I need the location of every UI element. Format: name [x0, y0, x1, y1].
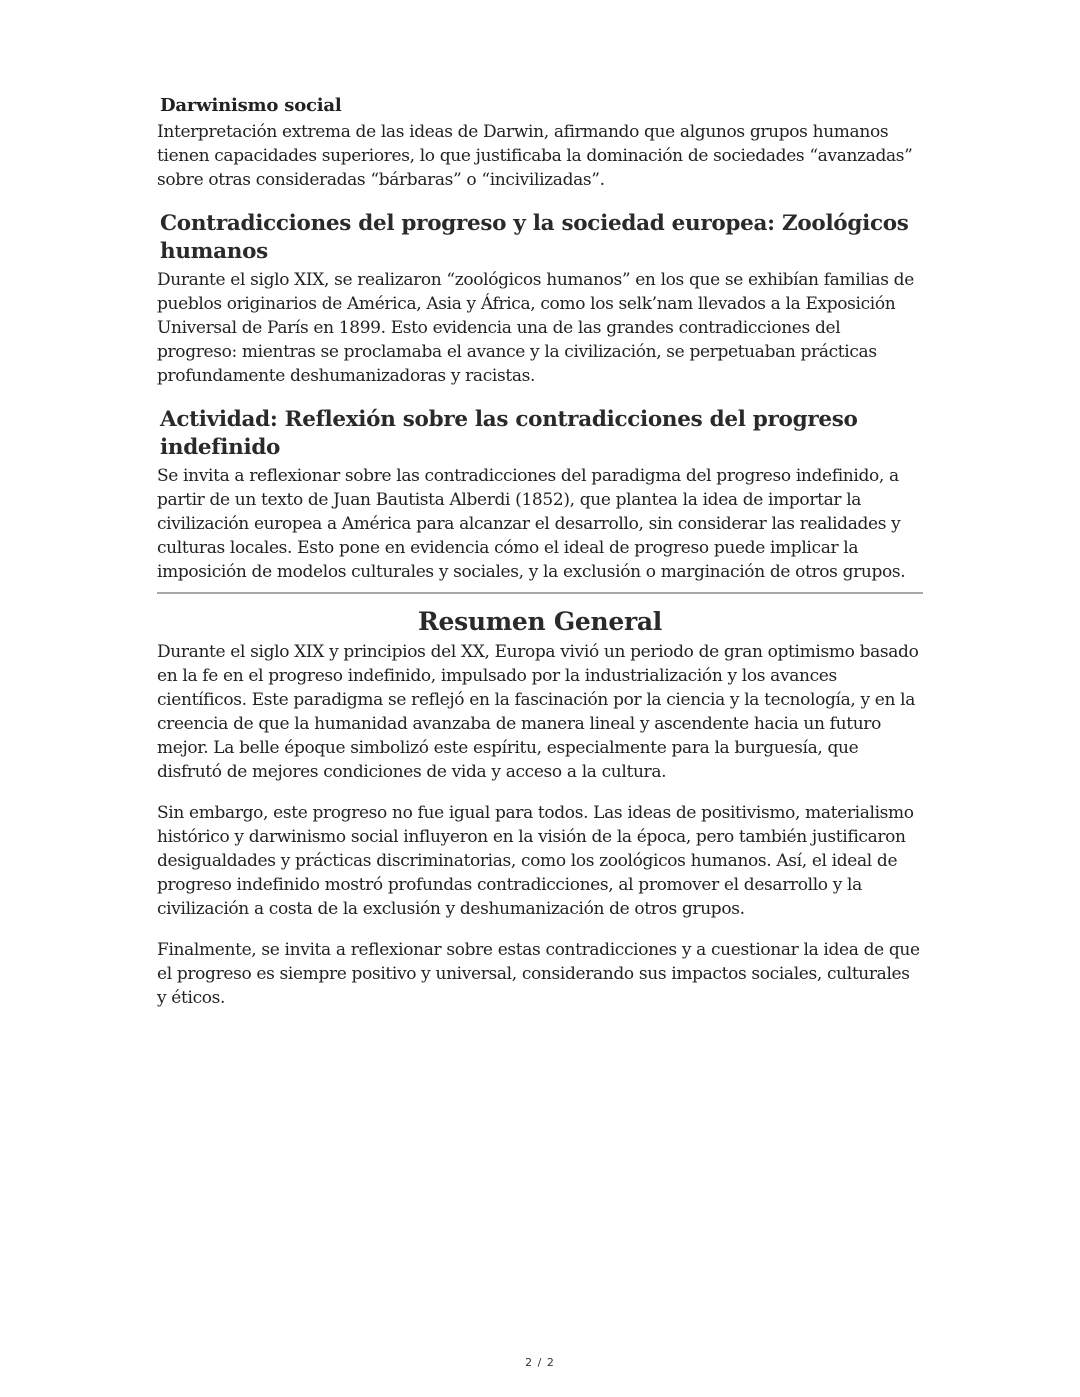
section-body: Se invita a reflexionar sobre las contradicciones del paradigma del progreso indefinido, a partir de un texto de Juan Bautista Alberdi (1852), que plantea la idea de importar la civilización europea a América para alcanzar el desarrollo, sin considerar las realidades y culturas locales. Esto pone en evidencia cómo el ideal de progreso puede implicar la imposición de modelos culturales y sociales, y la exclusión o marginación de otros grupos. — [157, 466, 906, 582]
section-actividad — [157, 406, 923, 584]
horizontal-divider — [157, 592, 923, 594]
summary-paragraph: Sin embargo, este progreso no fue igual para todos. Las ideas de positivismo, materialismo histórico y darwinismo social influyeron en la visión de la época, pero también justificaron desigualdades y prácticas discriminatorias, como los zoológicos humanos. Así, el ideal de progreso indefinido mostró profundas contradicciones, al promover el desarrollo y la civilización a costa de la exclusión y deshumanización de otros grupos. — [157, 803, 914, 919]
section-heading: Actividad: Reflexión sobre las contradicciones del progreso indefinido — [160, 407, 858, 460]
summary-paragraph: Durante el siglo XIX y principios del XX, Europa vivió un periodo de gran optimismo basado en la fe en el progreso indefinido, impulsado por la industrialización y los avances científicos. Este paradigma se reflejó en la fascinación por la ciencia y la tecnología, y en la creencia de que la humanidad avanzaba de manera lineal y ascendente hacia un futuro mejor. La belle époque simbolizó este espíritu, especialmente para la burguesía, que disfrutó de mejores condiciones de vida y acceso a la cultura. — [157, 642, 919, 782]
section-resumen-general — [157, 606, 923, 1010]
section-heading: Darwinismo social — [160, 95, 342, 116]
section-body: Durante el siglo XIX, se realizaron “zoológicos humanos” en los que se exhibían familias de pueblos originarios de América, Asia y África, como los selk’nam llevados a la Exposición Universal de París en 1899. Esto evidencia una de las grandes contradicciones del progreso: mientras se proclamaba el avance y la civilización, se perpetuaban prácticas profundamente deshumanizadoras y racistas. — [157, 270, 914, 386]
section-body: Interpretación extrema de las ideas de Darwin, afirmando que algunos grupos humanos tienen capacidades superiores, lo que justificaba la dominación de sociedades “avanzadas” sobre otras consideradas “bárbaras” o “incivilizadas”. — [157, 122, 913, 190]
document-page — [157, 94, 923, 1010]
section-darwinismo-social — [157, 94, 923, 192]
page-number: 2 / 2 — [525, 1356, 555, 1369]
summary-paragraph: Finalmente, se invita a reflexionar sobre estas contradicciones y a cuestionar la idea de que el progreso es siempre positivo y universal, considerando sus impactos sociales, culturales y éticos. — [157, 940, 920, 1008]
section-zoologicos-humanos — [157, 210, 923, 388]
section-heading: Contradicciones del progreso y la sociedad europea: Zoológicos humanos — [160, 211, 909, 264]
summary-title: Resumen General — [418, 607, 662, 636]
